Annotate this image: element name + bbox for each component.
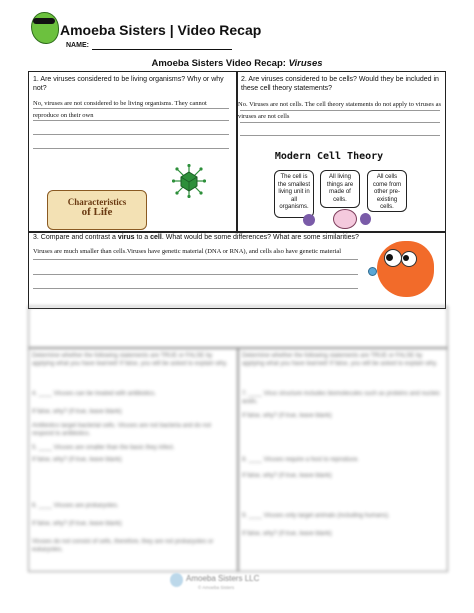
- virus-particle-icon: [368, 267, 377, 276]
- blurred-right-item: 7. ____ Virus structure includes biomolecules such as proteins and nucleic acids.: [242, 391, 440, 405]
- blurred-left-item: If false, why? (If true, leave blank): [32, 521, 122, 527]
- question-3: [33, 233, 433, 242]
- answer-2-line-1[interactable]: No. Viruses are not cells. The cell theory statements do not apply to viruses as: [238, 101, 441, 108]
- page-title: [0, 58, 474, 69]
- cell-character-icon: [360, 213, 371, 225]
- pupil-icon: [386, 254, 393, 261]
- answer-line: [33, 148, 229, 149]
- sunglasses-icon: [33, 18, 55, 24]
- question-3-part-a: 3. Compare and contrast a: [33, 234, 118, 241]
- pupil-icon: [403, 255, 409, 261]
- name-label: NAME:: [66, 42, 89, 49]
- cell-theory-statement-3: All cells come from other pre-existing cells.: [367, 170, 407, 212]
- answer-3[interactable]: Viruses are much smaller than cells.Viruses have genetic material (DNA or RNA), and cells also have genetic material: [33, 248, 342, 255]
- blurred-right-intro: Determine whether the following statements are TRUE or FALSE by applying what you have learned! If false, you will be asked to explain why.: [242, 353, 438, 367]
- question-3-part-c: . What would be some differences? What are some similarities?: [161, 234, 359, 241]
- blurred-right-item: If false, why? (If true, leave blank): [242, 413, 332, 419]
- answer-line: [240, 110, 440, 111]
- question-3-virus: virus: [117, 234, 135, 241]
- footer-subtext: © Amoeba Sisters: [198, 585, 235, 590]
- name-field[interactable]: [92, 49, 232, 50]
- blurred-preview-section: [28, 306, 448, 571]
- scroll-line-2: of Life: [81, 206, 113, 218]
- blurred-box-top: [28, 306, 448, 348]
- blurred-right-item: 9. ____ Viruses only target animals (including humans).: [242, 513, 390, 519]
- cell-character-icon: [333, 209, 357, 229]
- blurred-left-item: If false, why? (If true, leave blank): [32, 409, 122, 415]
- scroll-text: [55, 197, 139, 217]
- answer-2-line-2[interactable]: viruses are not cells: [238, 113, 290, 120]
- blurred-right-item: 8. ____ Viruses require a host to reproduce.: [242, 457, 359, 463]
- answer-1[interactable]: No, viruses are not considered to be living organisms. They cannot reproduce on their own: [33, 100, 207, 119]
- amoeba-logo-icon: [31, 12, 59, 44]
- blurred-left-item: 5. ____ Viruses are smaller than the basic they infect.: [32, 445, 175, 451]
- question-3-part-b: to a: [134, 234, 151, 241]
- answer-line: [33, 134, 229, 135]
- answer-line: [33, 120, 229, 121]
- answer-line: [33, 288, 358, 289]
- scroll-line-1: Characteristics: [67, 197, 127, 207]
- answer-line: [33, 274, 358, 275]
- blurred-left-item: 6. ____ Viruses are prokaryotes.: [32, 503, 119, 509]
- blurred-left-item: Antibiotics target bacterial cells. Viruses are not bacteria and do not respond to antibiotics.: [32, 423, 211, 437]
- footer-brand: Amoeba Sisters LLC: [186, 574, 260, 583]
- cell-character-icon: [303, 214, 315, 226]
- blurred-right-item: If false, why? (If true, leave blank): [242, 531, 332, 537]
- answer-line: [240, 122, 440, 123]
- brand-title: Amoeba Sisters | Video Recap: [60, 22, 262, 38]
- blurred-right-item: If false, why? (If true, leave blank): [242, 473, 332, 479]
- title-prefix: Amoeba Sisters Video Recap:: [151, 58, 289, 69]
- answer-line: [33, 108, 229, 109]
- cell-theory-statement-2: All living things are made of cells.: [320, 170, 360, 208]
- title-topic: Viruses: [288, 58, 323, 69]
- virus-icon: [172, 164, 206, 198]
- blurred-left-item: If false, why? (If true, leave blank): [32, 457, 122, 463]
- question-3-cell: cell: [150, 234, 162, 241]
- orange-amoeba-character-icon: [377, 241, 434, 297]
- blurred-left-item: Viruses do not consist of cells, therefore, they are not prokaryotes or eukaryotes.: [32, 539, 214, 553]
- footer-logo-icon: [170, 573, 183, 587]
- blurred-left-intro: Determine whether the following statements are TRUE or FALSE by applying what you have learned! If false, you will be asked to explain why.: [32, 353, 228, 367]
- answer-line: [240, 135, 440, 136]
- modern-cell-theory-title: Modern Cell Theory: [274, 151, 384, 162]
- blurred-left-item: 4. ____ Viruses can be treated with antibiotics.: [32, 391, 156, 397]
- question-1: 1. Are viruses considered to be living organisms? Why or why not?: [33, 76, 224, 92]
- question-2: 2. Are viruses considered to be cells? Would they be included in these cell theory statements?: [241, 76, 439, 92]
- cell-theory-statement-1: The cell is the smallest living unit in all organisms.: [274, 170, 314, 218]
- answer-line: [33, 259, 358, 260]
